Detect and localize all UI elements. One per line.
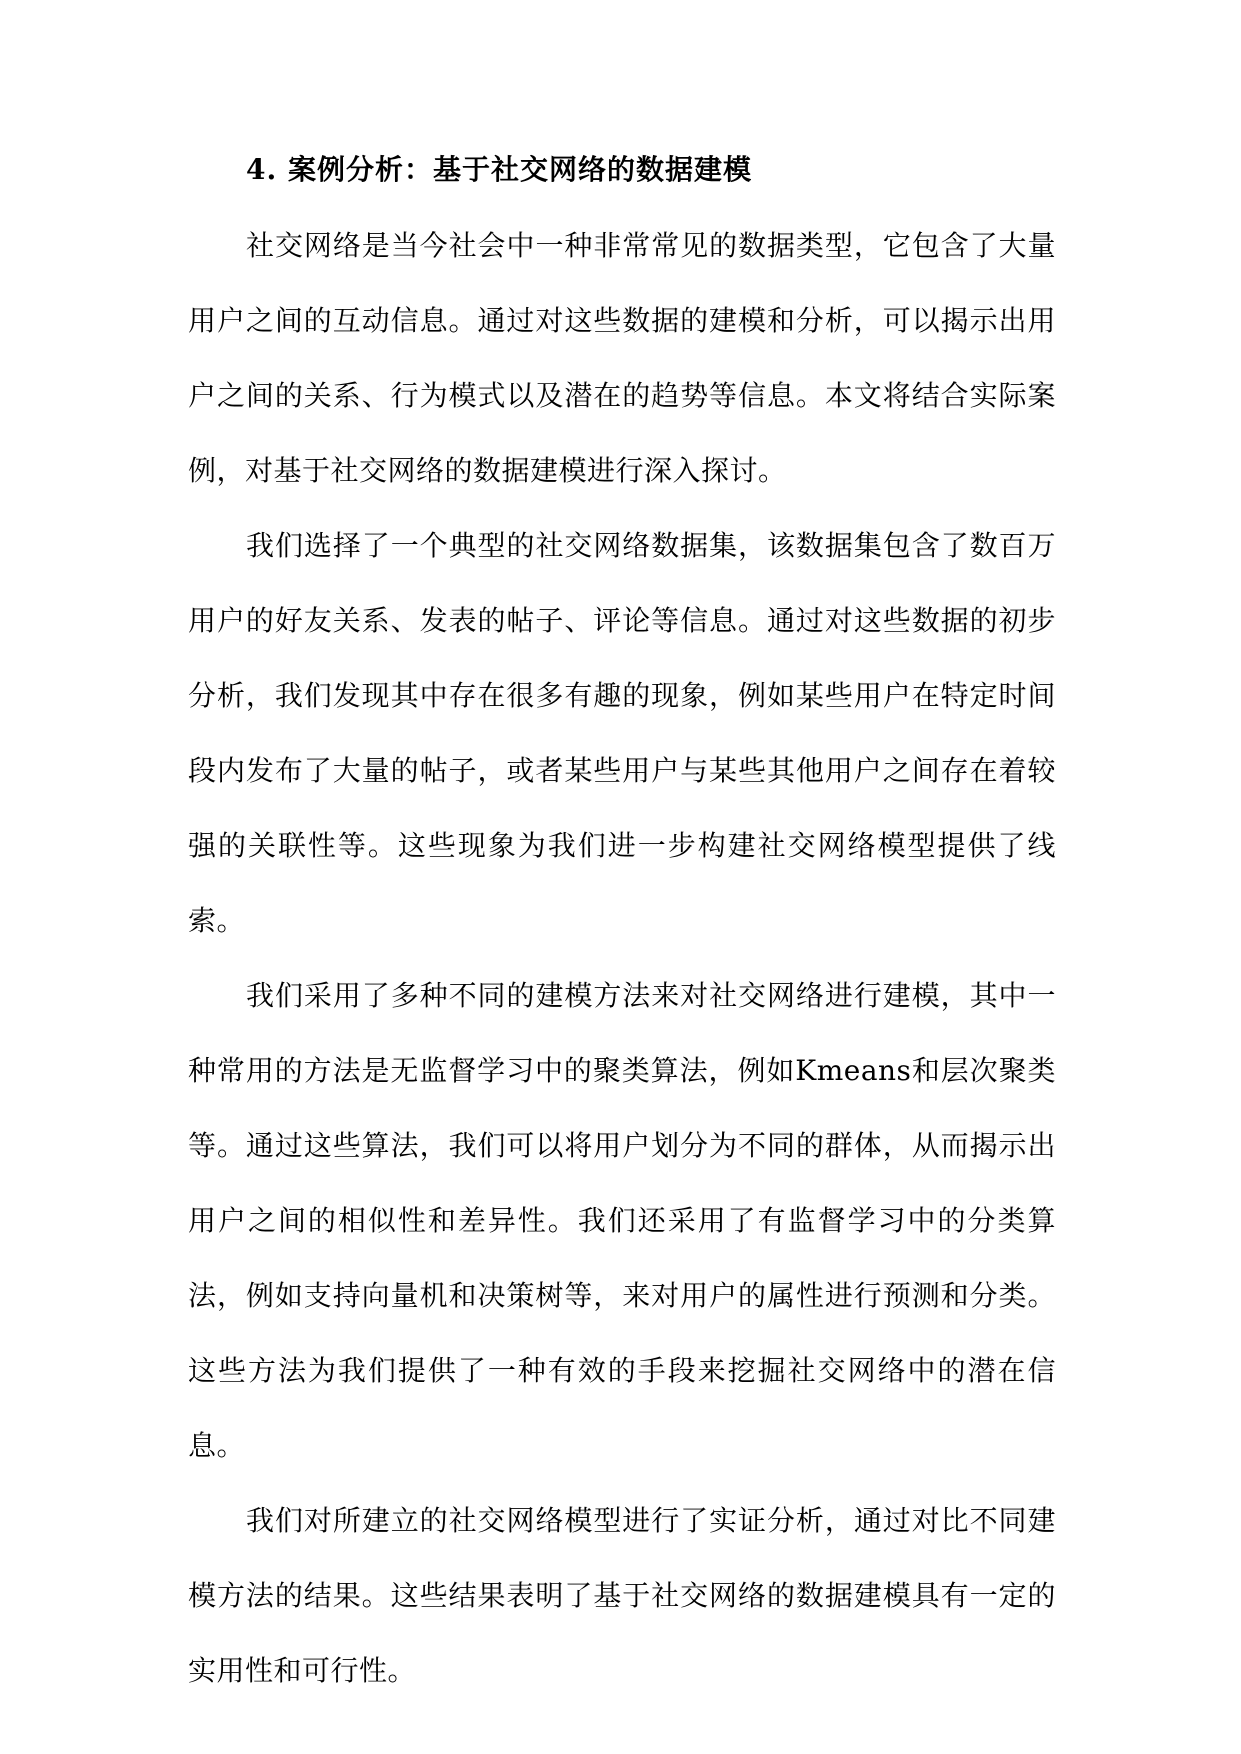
paragraph-2: 我们选择了一个典型的社交网络数据集，该数据集包含了数百万用户的好友关系、发表的帖子、评论等信息。通过对这些数据的初步分析，我们发现其中存在很多有趣的现象，例如某些用户在特定时间段内发布了大量的帖子，或者某些用户与某些其他用户之间存在着较强的关联性等。这些现象为我们进一步构建社交网络模型提供了线索。 bbox=[188, 529, 1056, 937]
document-body bbox=[188, 140, 1056, 1708]
section-heading: 4. 案例分析：基于社交网络的数据建模 bbox=[246, 153, 752, 186]
paragraph-1: 社交网络是当今社会中一种非常常见的数据类型，它包含了大量用户之间的互动信息。通过对这些数据的建模和分析，可以揭示出用户之间的关系、行为模式以及潜在的趋势等信息。本文将结合实际案例，对基于社交网络的数据建模进行深入探讨。 bbox=[188, 229, 1056, 487]
paragraph-4: 我们对所建立的社交网络模型进行了实证分析，通过对比不同建模方法的结果。这些结果表明了基于社交网络的数据建模具有一定的实用性和可行性。 bbox=[188, 1504, 1056, 1687]
paragraph-3: 我们采用了多种不同的建模方法来对社交网络进行建模，其中一种常用的方法是无监督学习中的聚类算法，例如Kmeans和层次聚类等。通过这些算法，我们可以将用户划分为不同的群体，从而揭示出用户之间的相似性和差异性。我们还采用了有监督学习中的分类算法，例如支持向量机和决策树等，来对用户的属性进行预测和分类。这些方法为我们提供了一种有效的手段来挖掘社交网络中的潜在信息。 bbox=[188, 979, 1056, 1462]
